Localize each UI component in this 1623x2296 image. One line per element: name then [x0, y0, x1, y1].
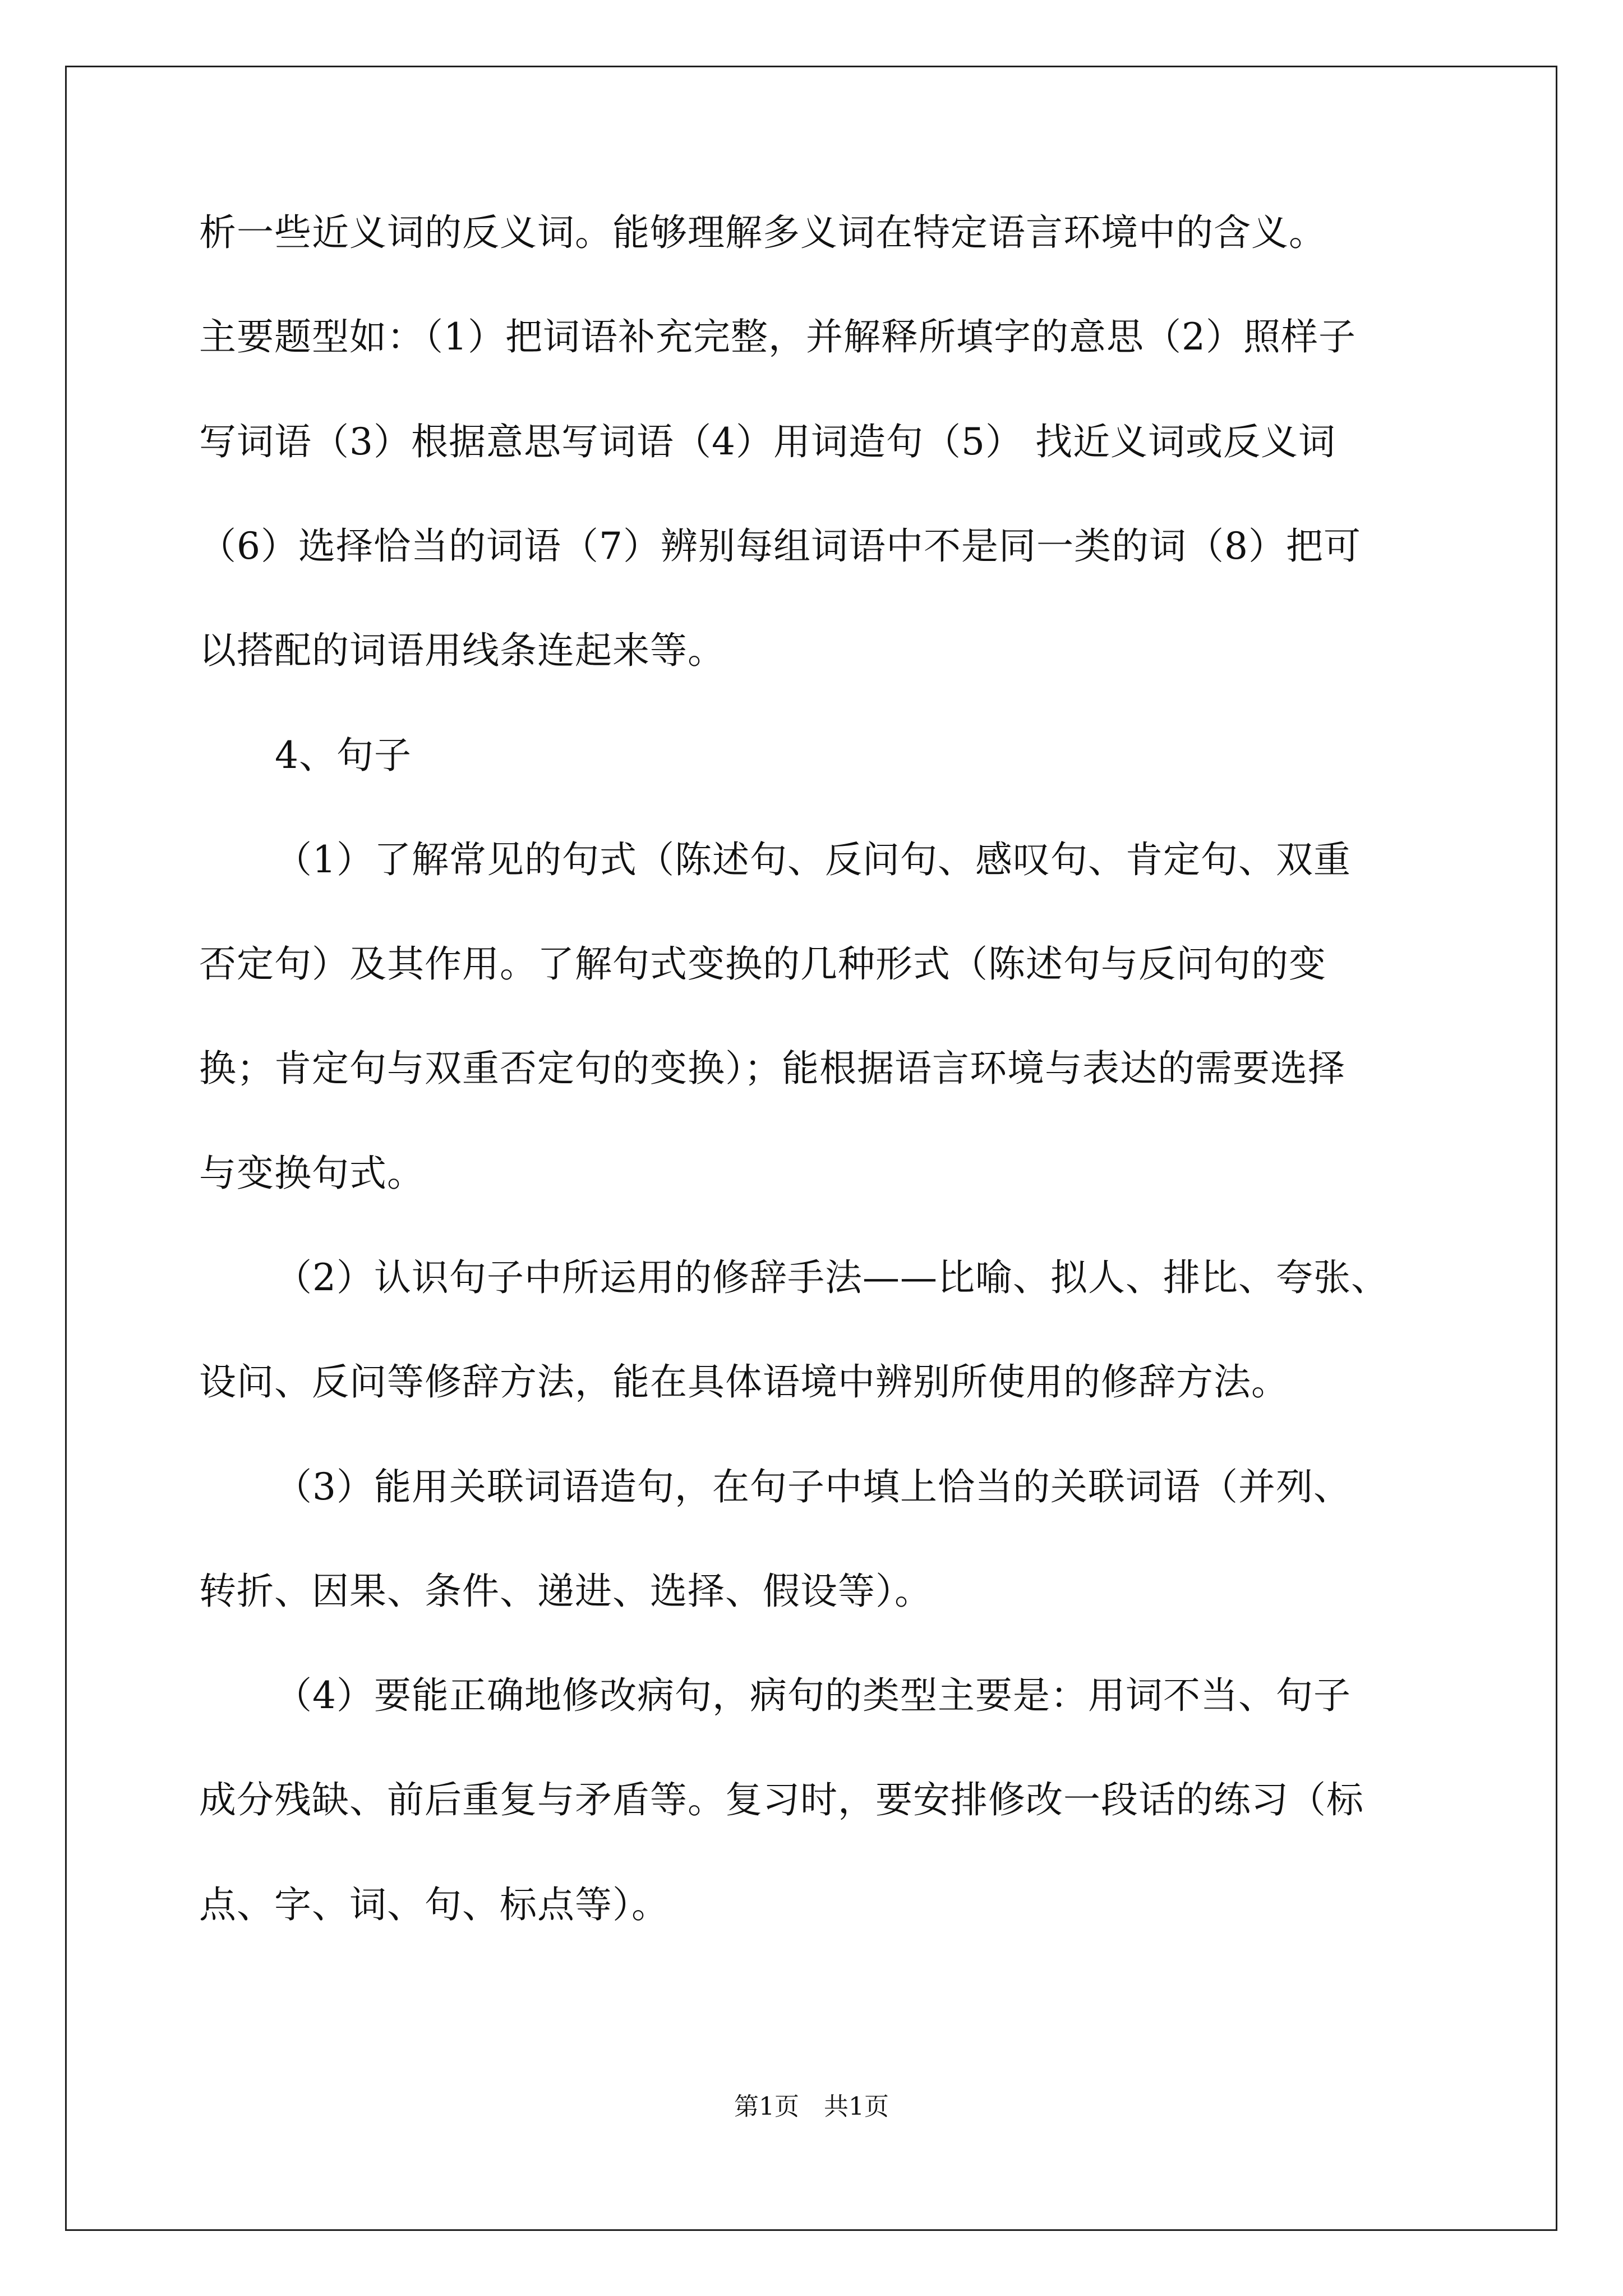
paragraph-line: 设问、反问等修辞方法，能在具体语境中辨别所使用的修辞方法。 [199, 1360, 1289, 1404]
paragraph-line: （3）能用关联词语造句，在句子中填上恰当的关联词语（并列、 [275, 1465, 1351, 1508]
page-number-footer: 第1页 共1页 [734, 2092, 889, 2121]
paragraph-line: 写词语（3）根据意思写词语（4）用词造句（5） 找近义词或反义词 [199, 420, 1336, 463]
paragraph-line: 与变换句式。 [199, 1152, 425, 1195]
paragraph-line: 换；肯定句与双重否定句的变换）；能根据语言环境与表达的需要选择 [199, 1047, 1345, 1090]
paragraph-line: 点、字、词、句、标点等）。 [199, 1883, 669, 1926]
paragraph-line: 转折、因果、条件、递进、选择、假设等）。 [199, 1570, 932, 1613]
section-heading: 4、句子 [275, 734, 412, 777]
paragraph-line: （6）选择恰当的词语（7）辨别每组词语中不是同一类的词（8）把可 [199, 524, 1361, 568]
paragraph-line: （2）认识句子中所运用的修辞手法——比喻、拟人、排比、夸张、 [275, 1256, 1389, 1299]
paragraph-line: （1）了解常见的句式（陈述句、反问句、感叹句、肯定句、双重 [275, 838, 1351, 881]
paragraph-line: 否定句）及其作用。了解句式变换的几种形式（陈述句与反问句的变 [199, 942, 1326, 986]
paragraph-line: 以搭配的词语用线条连起来等。 [199, 629, 725, 672]
paragraph-line: （4）要能正确地修改病句，病句的类型主要是：用词不当、句子 [275, 1674, 1351, 1717]
paragraph-line: 成分残缺、前后重复与矛盾等。复习时，要安排修改一段话的练习（标 [199, 1778, 1364, 1821]
paragraph-line: 析一些近义词的反义词。能够理解多义词在特定语言环境中的含义。 [199, 211, 1326, 254]
paragraph-line: 主要题型如：（1）把词语补充完整，并解释所填字的意思（2）照样子 [199, 315, 1356, 358]
